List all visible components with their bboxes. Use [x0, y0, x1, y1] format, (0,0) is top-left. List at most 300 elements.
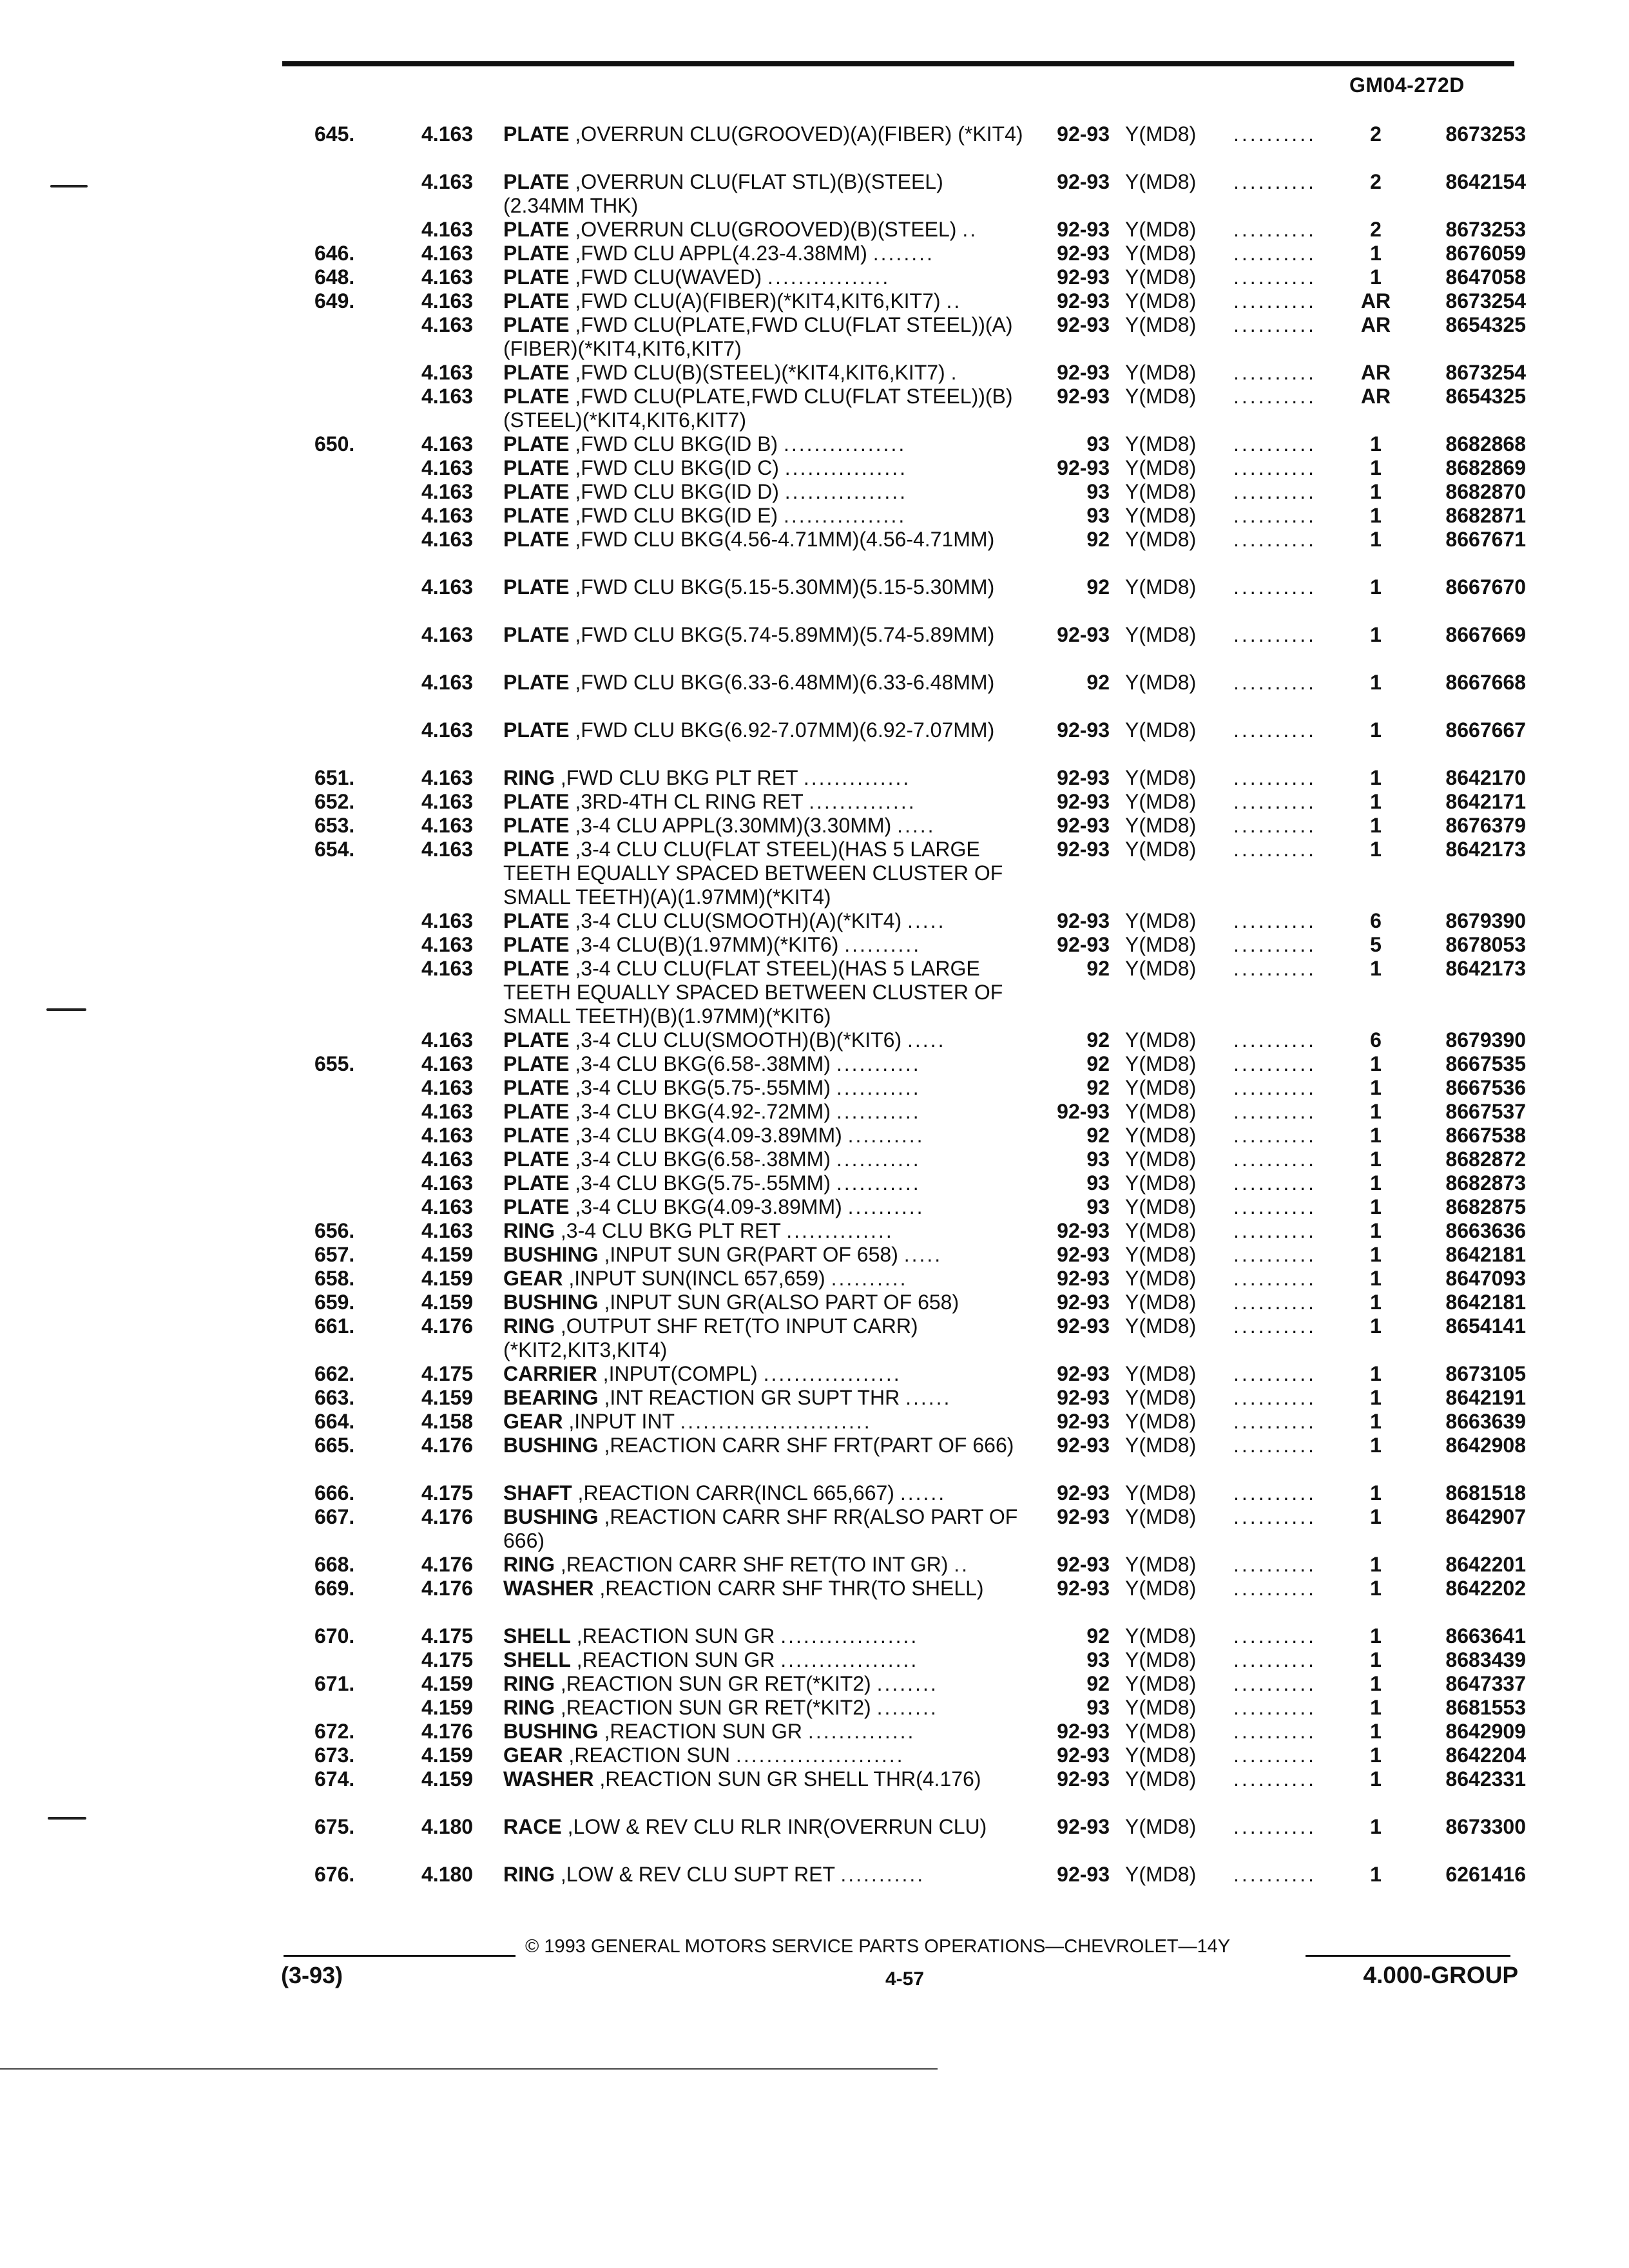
section-number: 4.176	[421, 1314, 474, 1338]
part-description	[503, 1434, 1028, 1457]
part-noun: GEAR	[503, 1744, 563, 1767]
description-leader: ................	[783, 432, 907, 456]
section-number: 4.159	[421, 1386, 474, 1409]
part-number: 8642204	[1445, 1744, 1526, 1767]
part-noun: RING	[503, 1696, 555, 1719]
part-number: 8642201	[1445, 1553, 1526, 1576]
item-number: 676.	[314, 1863, 355, 1886]
leader-dots: ..........	[1233, 790, 1316, 813]
section-number: 4.163	[421, 909, 474, 932]
part-noun: PLATE	[503, 313, 570, 336]
model-code: Y(MD8)	[1125, 1148, 1197, 1171]
leader-dots: ..........	[1233, 623, 1316, 646]
leader-dots: ..........	[1233, 1744, 1316, 1767]
part-row	[0, 1362, 1629, 1386]
part-noun: PLATE	[503, 480, 570, 503]
part-description	[503, 933, 1028, 957]
part-description	[503, 1219, 1028, 1243]
section-number: 4.159	[421, 1744, 474, 1767]
description-leader: ...........	[840, 1863, 925, 1886]
part-noun: PLATE	[503, 1076, 570, 1099]
description-leader: .........................	[680, 1410, 872, 1433]
part-description	[503, 480, 1028, 504]
part-row	[0, 838, 1629, 909]
part-row	[0, 933, 1629, 957]
model-code: Y(MD8)	[1125, 218, 1197, 241]
part-detail: ,REACTION CARR SHF FRT(PART OF 666)	[604, 1434, 1014, 1457]
model-code: Y(MD8)	[1125, 504, 1197, 527]
part-noun: GEAR	[503, 1267, 563, 1290]
part-number: 8647337	[1445, 1672, 1526, 1695]
quantity: 1	[1370, 1076, 1382, 1099]
part-description	[503, 1744, 1028, 1767]
part-number: 8663639	[1445, 1410, 1526, 1433]
part-detail: ,FWD CLU BKG(4.56-4.71MM)(4.56-4.71MM)	[575, 528, 995, 551]
part-number: 8673254	[1445, 361, 1526, 384]
quantity: 1	[1370, 1219, 1382, 1242]
part-number: 6261416	[1445, 1863, 1526, 1886]
description-leader: ................	[767, 265, 891, 289]
leader-dots: ..........	[1233, 766, 1316, 789]
model-years: 92	[1086, 1028, 1110, 1052]
description-leader: ...........	[836, 1148, 921, 1171]
part-detail: ,INPUT SUN GR(PART OF 658)	[604, 1243, 898, 1266]
part-description	[503, 1696, 1028, 1720]
description-leader: ..............	[807, 1720, 916, 1743]
description-leader: ..	[954, 1553, 970, 1576]
model-code: Y(MD8)	[1125, 1863, 1197, 1886]
description-leader: ..........	[847, 1195, 925, 1218]
leader-dots: ..........	[1233, 1863, 1316, 1886]
part-row	[0, 218, 1629, 242]
model-code: Y(MD8)	[1125, 1815, 1197, 1838]
model-years: 92	[1086, 1624, 1110, 1648]
model-years: 92-93	[1057, 814, 1110, 837]
part-description	[503, 1577, 1028, 1600]
model-years: 92-93	[1057, 1386, 1110, 1409]
description-leader: ................	[783, 504, 907, 527]
description-leader: .....	[897, 814, 936, 837]
leader-dots: ..........	[1233, 504, 1316, 527]
model-code: Y(MD8)	[1125, 718, 1197, 742]
section-number: 4.163	[421, 1076, 474, 1099]
part-detail: ,3-4 CLU BKG(4.09-3.89MM)	[575, 1195, 842, 1218]
section-number: 4.176	[421, 1553, 474, 1576]
section-number: 4.163	[421, 361, 474, 384]
part-row	[0, 1648, 1629, 1672]
page-number: 4-57	[885, 1968, 925, 1990]
part-number: 8642181	[1445, 1291, 1526, 1314]
part-description	[503, 361, 1028, 385]
section-number: 4.163	[421, 1052, 474, 1075]
model-years: 92-93	[1057, 242, 1110, 265]
leader-dots: ..........	[1233, 1553, 1316, 1576]
part-detail: ,FWD CLU(WAVED)	[575, 265, 762, 289]
part-detail: ,REACTION SUN GR RET(*KIT2)	[560, 1672, 871, 1695]
part-number: 8642171	[1445, 790, 1526, 813]
section-number: 4.163	[421, 575, 474, 599]
model-code: Y(MD8)	[1125, 1052, 1197, 1075]
part-description	[503, 790, 1028, 814]
part-number: 8676379	[1445, 814, 1526, 837]
part-row	[0, 1767, 1629, 1815]
part-noun: PLATE	[503, 242, 570, 265]
quantity: 1	[1370, 1148, 1382, 1171]
description-leader: ..........	[831, 1267, 908, 1290]
part-description	[503, 1410, 1028, 1434]
section-number: 4.175	[421, 1648, 474, 1671]
model-code: Y(MD8)	[1125, 1720, 1197, 1743]
model-years: 92-93	[1057, 313, 1110, 336]
part-noun: PLATE	[503, 575, 570, 599]
quantity: 1	[1370, 432, 1382, 456]
quantity: 6	[1370, 1028, 1382, 1052]
quantity: 1	[1370, 504, 1382, 527]
part-description	[503, 1076, 1028, 1100]
part-row	[0, 1672, 1629, 1696]
part-description	[503, 1767, 1028, 1791]
part-noun: PLATE	[503, 361, 570, 384]
leader-dots: ..........	[1233, 1434, 1316, 1457]
part-description	[503, 909, 1028, 933]
model-years: 92	[1086, 528, 1110, 551]
model-years: 92	[1086, 1672, 1110, 1695]
model-code: Y(MD8)	[1125, 1696, 1197, 1719]
model-years: 92-93	[1057, 1505, 1110, 1528]
part-noun: PLATE	[503, 1171, 570, 1195]
model-years: 92	[1086, 575, 1110, 599]
part-row	[0, 1291, 1629, 1314]
part-row	[0, 575, 1629, 623]
model-years: 92-93	[1057, 1219, 1110, 1242]
part-description	[503, 1028, 1028, 1052]
part-noun: RING	[503, 766, 555, 789]
model-years: 92-93	[1057, 790, 1110, 813]
part-row	[0, 289, 1629, 313]
quantity: 1	[1370, 1863, 1382, 1886]
item-number: 670.	[314, 1624, 355, 1648]
model-years: 93	[1086, 1171, 1110, 1195]
part-row	[0, 1148, 1629, 1171]
section-number: 4.159	[421, 1767, 474, 1791]
quantity: AR	[1360, 385, 1391, 408]
margin-mark	[50, 185, 88, 187]
part-row	[0, 1243, 1629, 1267]
quantity: 1	[1370, 1553, 1382, 1576]
model-years: 92-93	[1057, 1362, 1110, 1385]
part-description	[503, 1314, 1028, 1362]
model-years: 92-93	[1057, 1314, 1110, 1338]
part-noun: BEARING	[503, 1386, 599, 1409]
leader-dots: ..........	[1233, 1696, 1316, 1719]
model-code: Y(MD8)	[1125, 1124, 1197, 1147]
part-detail: ,REACTION CARR SHF RR(ALSO PART OF 666)	[503, 1505, 1018, 1552]
part-row	[0, 1696, 1629, 1720]
leader-dots: ..........	[1233, 838, 1316, 861]
model-years: 92-93	[1057, 1291, 1110, 1314]
part-row	[0, 766, 1629, 790]
part-number: 8683439	[1445, 1648, 1526, 1671]
part-detail: ,3-4 CLU APPL(3.30MM)(3.30MM)	[575, 814, 892, 837]
quantity: 1	[1370, 957, 1382, 980]
section-number: 4.163	[421, 671, 474, 694]
part-description	[503, 1291, 1028, 1314]
quantity: 1	[1370, 1720, 1382, 1743]
part-noun: PLATE	[503, 122, 570, 146]
description-leader: ........	[876, 1696, 938, 1719]
model-years: 92-93	[1057, 623, 1110, 646]
section-number: 4.163	[421, 289, 474, 312]
part-noun: PLATE	[503, 289, 570, 312]
part-description	[503, 432, 1028, 456]
quantity: 1	[1370, 718, 1382, 742]
part-row	[0, 1553, 1629, 1577]
leader-dots: ..........	[1233, 313, 1316, 336]
part-number: 8667671	[1445, 528, 1526, 551]
part-row	[0, 432, 1629, 456]
leader-dots: ..........	[1233, 170, 1316, 193]
item-number: 652.	[314, 790, 355, 813]
part-number: 8647093	[1445, 1267, 1526, 1290]
model-code: Y(MD8)	[1125, 1553, 1197, 1576]
leader-dots: ..........	[1233, 361, 1316, 384]
part-detail: ,OVERRUN CLU(FLAT STL)(B)(STEEL) (2.34MM THK)	[503, 170, 943, 217]
item-number: 665.	[314, 1434, 355, 1457]
part-row	[0, 1314, 1629, 1362]
model-code: Y(MD8)	[1125, 957, 1197, 980]
part-noun: CARRIER	[503, 1362, 597, 1385]
model-years: 92-93	[1057, 1577, 1110, 1600]
part-detail: ,REACTION CARR SHF THR(TO SHELL)	[599, 1577, 984, 1600]
part-noun: PLATE	[503, 456, 570, 479]
model-code: Y(MD8)	[1125, 671, 1197, 694]
model-years: 92-93	[1057, 838, 1110, 861]
section-number: 4.163	[421, 933, 474, 956]
description-leader: ..	[946, 289, 962, 312]
model-years: 92-93	[1057, 766, 1110, 789]
part-description	[503, 1863, 1028, 1887]
part-detail: ,3-4 CLU BKG(6.58-.38MM)	[575, 1148, 831, 1171]
description-leader: ..................	[763, 1362, 901, 1385]
section-number: 4.159	[421, 1267, 474, 1290]
part-noun: PLATE	[503, 1148, 570, 1171]
part-detail: ,3-4 CLU BKG PLT RET	[560, 1219, 781, 1242]
part-description	[503, 957, 1028, 1028]
model-code: Y(MD8)	[1125, 265, 1197, 289]
part-row	[0, 170, 1629, 218]
part-detail: ,3-4 CLU CLU(FLAT STEEL)(HAS 5 LARGE TEETH EQUALLY SPACED BETWEEN CLUSTER OF SMALL TEETH)(B)(1.97MM)(*KIT6)	[503, 957, 1003, 1028]
part-detail: ,FWD CLU BKG(5.74-5.89MM)(5.74-5.89MM)	[575, 623, 995, 646]
margin-mark	[46, 1008, 86, 1011]
leader-dots: ..........	[1233, 1720, 1316, 1743]
part-number: 8642191	[1445, 1386, 1526, 1409]
description-leader: ......	[900, 1481, 947, 1504]
section-number: 4.175	[421, 1362, 474, 1385]
part-number: 8663641	[1445, 1624, 1526, 1648]
leader-dots: ..........	[1233, 1648, 1316, 1671]
section-number: 4.163	[421, 838, 474, 861]
section-number: 4.176	[421, 1505, 474, 1528]
description-leader: ................	[784, 480, 907, 503]
model-years: 92-93	[1057, 1767, 1110, 1791]
part-detail: ,FWD CLU BKG(ID B)	[575, 432, 778, 456]
part-description	[503, 1815, 1028, 1839]
part-detail: ,REACTION CARR SHF RET(TO INT GR)	[560, 1553, 949, 1576]
part-noun: RING	[503, 1672, 555, 1695]
part-number: 8682869	[1445, 456, 1526, 479]
description-leader: .	[950, 361, 959, 384]
model-years: 92	[1086, 671, 1110, 694]
quantity: 1	[1370, 528, 1382, 551]
leader-dots: ..........	[1233, 480, 1316, 503]
leader-dots: ..........	[1233, 718, 1316, 742]
item-number: 664.	[314, 1410, 355, 1433]
description-leader: ........	[872, 242, 934, 265]
part-row	[0, 1624, 1629, 1648]
model-code: Y(MD8)	[1125, 1672, 1197, 1695]
model-code: Y(MD8)	[1125, 313, 1197, 336]
part-row	[0, 1028, 1629, 1052]
item-number: 646.	[314, 242, 355, 265]
part-noun: PLATE	[503, 623, 570, 646]
part-number: 8676059	[1445, 242, 1526, 265]
model-years: 92-93	[1057, 718, 1110, 742]
model-code: Y(MD8)	[1125, 1243, 1197, 1266]
part-row	[0, 623, 1629, 671]
model-years: 92-93	[1057, 909, 1110, 932]
model-years: 92-93	[1057, 456, 1110, 479]
part-number: 8642331	[1445, 1767, 1526, 1791]
part-description	[503, 504, 1028, 528]
part-noun: PLATE	[503, 1124, 570, 1147]
quantity: 1	[1370, 671, 1382, 694]
section-number: 4.163	[421, 814, 474, 837]
part-number: 8682871	[1445, 504, 1526, 527]
description-leader: ........	[876, 1672, 938, 1695]
part-noun: BUSHING	[503, 1505, 599, 1528]
part-detail: ,3RD-4TH CL RING RET	[575, 790, 804, 813]
model-code: Y(MD8)	[1125, 1648, 1197, 1671]
model-code: Y(MD8)	[1125, 1267, 1197, 1290]
part-row	[0, 1195, 1629, 1219]
section-number: 4.163	[421, 432, 474, 456]
model-code: Y(MD8)	[1125, 1481, 1197, 1504]
leader-dots: ..........	[1233, 671, 1316, 694]
part-detail: ,FWD CLU(B)(STEEL)(*KIT4,KIT6,KIT7)	[575, 361, 945, 384]
section-number: 4.163	[421, 385, 474, 408]
footer-group: 4.000-GROUP	[1363, 1962, 1518, 1988]
part-row	[0, 1052, 1629, 1076]
quantity: 1	[1370, 265, 1382, 289]
item-number: 659.	[314, 1291, 355, 1314]
leader-dots: ..........	[1233, 1124, 1316, 1147]
part-row	[0, 313, 1629, 361]
part-detail: ,OVERRUN CLU(GROOVED)(A)(FIBER) (*KIT4)	[575, 122, 1023, 146]
model-code: Y(MD8)	[1125, 1028, 1197, 1052]
part-detail: ,REACTION SUN	[568, 1744, 731, 1767]
section-number: 4.163	[421, 456, 474, 479]
part-noun: WASHER	[503, 1577, 594, 1600]
quantity: 1	[1370, 790, 1382, 813]
quantity: 1	[1370, 1434, 1382, 1457]
description-leader: ..................	[780, 1648, 919, 1671]
part-description	[503, 1672, 1028, 1696]
document-id: GM04-272D	[1349, 73, 1465, 97]
part-row	[0, 1434, 1629, 1481]
description-leader: ...........	[836, 1076, 921, 1099]
part-row	[0, 1410, 1629, 1434]
footer-date-code: (3-93)	[281, 1962, 343, 1988]
model-code: Y(MD8)	[1125, 1577, 1197, 1600]
quantity: AR	[1360, 289, 1391, 312]
part-detail: ,FWD CLU BKG(6.33-6.48MM)(6.33-6.48MM)	[575, 671, 995, 694]
leader-dots: ..........	[1233, 1171, 1316, 1195]
quantity: 1	[1370, 1648, 1382, 1671]
section-number: 4.163	[421, 1171, 474, 1195]
quantity: 1	[1370, 1696, 1382, 1719]
leader-dots: ..........	[1233, 1076, 1316, 1099]
description-leader: ..............	[803, 766, 911, 789]
section-number: 4.163	[421, 1219, 474, 1242]
part-noun: PLATE	[503, 432, 570, 456]
model-code: Y(MD8)	[1125, 838, 1197, 861]
part-number: 8682875	[1445, 1195, 1526, 1218]
leader-dots: ..........	[1233, 242, 1316, 265]
section-number: 4.180	[421, 1863, 474, 1886]
model-years: 93	[1086, 480, 1110, 503]
part-row	[0, 1481, 1629, 1505]
section-number: 4.163	[421, 504, 474, 527]
part-detail: ,LOW & REV CLU RLR INR(OVERRUN CLU)	[567, 1815, 987, 1838]
part-number: 8681518	[1445, 1481, 1526, 1504]
part-number: 8681553	[1445, 1696, 1526, 1719]
section-number: 4.163	[421, 766, 474, 789]
part-detail: ,FWD CLU(PLATE,FWD CLU(FLAT STEEL))(A)(FIBER)(*KIT4,KIT6,KIT7)	[503, 313, 1013, 360]
part-detail: ,REACTION SUN GR	[576, 1624, 775, 1648]
part-number: 8673254	[1445, 289, 1526, 312]
model-code: Y(MD8)	[1125, 814, 1197, 837]
part-detail: ,FWD CLU BKG(ID C)	[575, 456, 779, 479]
part-number: 8667538	[1445, 1124, 1526, 1147]
part-detail: ,3-4 CLU BKG(4.92-.72MM)	[575, 1100, 831, 1123]
part-description	[503, 1195, 1028, 1219]
model-years: 92-93	[1057, 170, 1110, 193]
section-number: 4.163	[421, 1124, 474, 1147]
model-years: 92	[1086, 957, 1110, 980]
part-number: 8667535	[1445, 1052, 1526, 1075]
part-description	[503, 242, 1028, 265]
quantity: 1	[1370, 456, 1382, 479]
part-number: 8679390	[1445, 1028, 1526, 1052]
model-code: Y(MD8)	[1125, 1767, 1197, 1791]
part-detail: ,INPUT SUN GR(ALSO PART OF 658)	[604, 1291, 959, 1314]
model-code: Y(MD8)	[1125, 933, 1197, 956]
part-number: 8642154	[1445, 170, 1526, 193]
leader-dots: ..........	[1233, 218, 1316, 241]
part-detail: ,REACTION CARR(INCL 665,667)	[577, 1481, 894, 1504]
leader-dots: ..........	[1233, 1481, 1316, 1504]
part-noun: SHELL	[503, 1648, 571, 1671]
section-number: 4.163	[421, 218, 474, 241]
part-noun: PLATE	[503, 1100, 570, 1123]
model-code: Y(MD8)	[1125, 1386, 1197, 1409]
part-detail: ,OVERRUN CLU(GROOVED)(B)(STEEL)	[575, 218, 957, 241]
part-detail: ,FWD CLU(PLATE,FWD CLU(FLAT STEEL))(B)(STEEL)(*KIT4,KIT6,KIT7)	[503, 385, 1013, 432]
part-detail: ,3-4 CLU(B)(1.97MM)(*KIT6)	[575, 933, 839, 956]
item-number: 671.	[314, 1672, 355, 1695]
part-number: 8667667	[1445, 718, 1526, 742]
leader-dots: ..........	[1233, 1672, 1316, 1695]
